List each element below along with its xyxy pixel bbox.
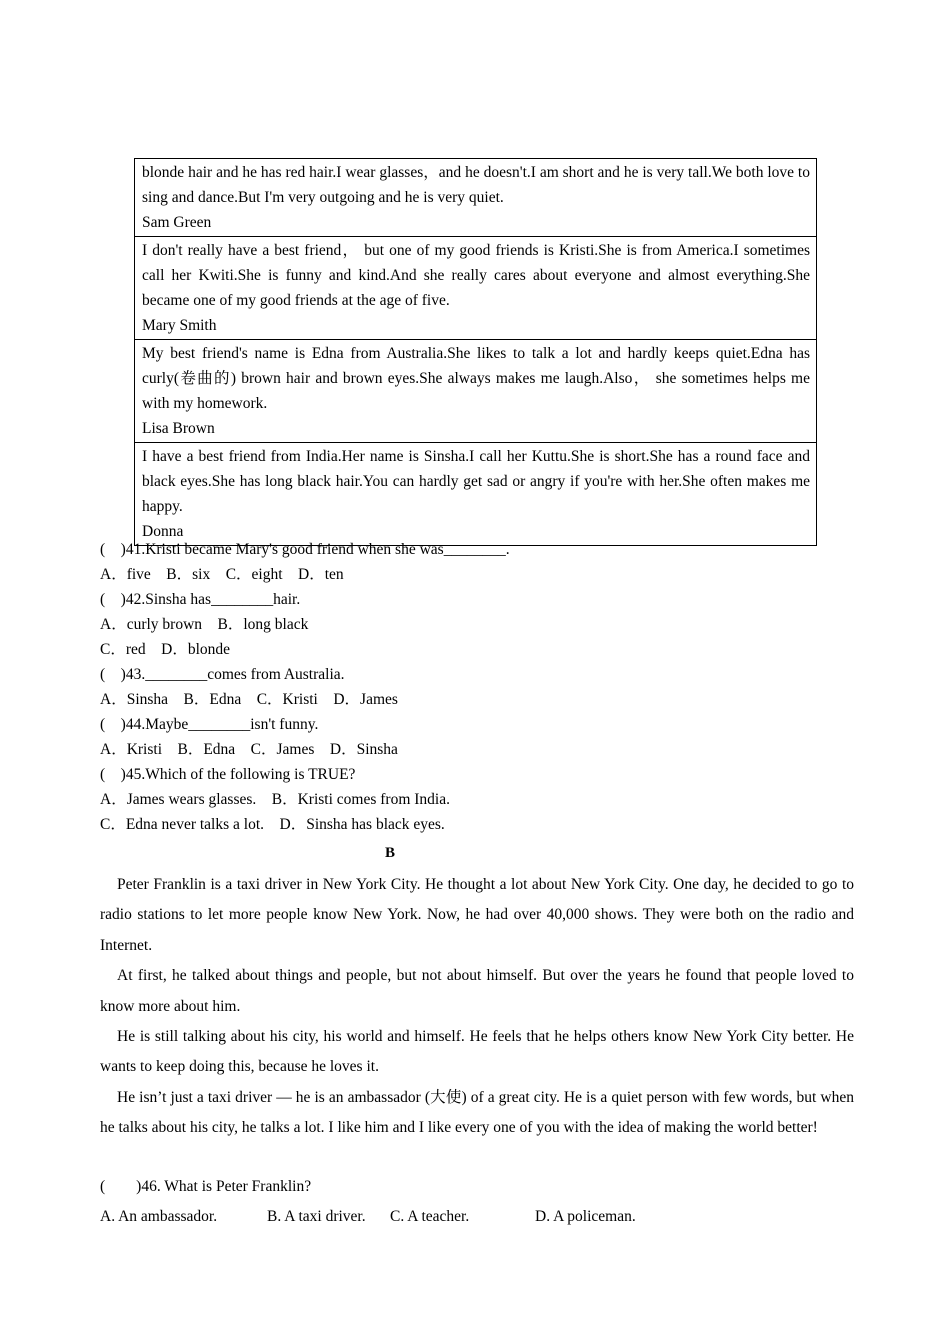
question-41-options: A．five B．six C．eight D．ten — [100, 566, 344, 583]
question-46-option-a: A. An ambassador. — [100, 1208, 218, 1225]
passage-text: I don't really have a best friend， but one of my good friends is Kristi.She is from America.I sometimes call her Kwiti.She is funny and kind.And she really cares about everyone and almost everything.She became one of my good friends at the age of five. — [142, 242, 810, 309]
question-43-stem: ( )43.________comes from Australia. — [100, 666, 345, 683]
table-row — [135, 159, 817, 237]
question-46-option-c: C. A teacher. — [390, 1208, 470, 1225]
question-43-options: A．Sinsha B．Edna C．Kristi D．James — [100, 691, 398, 708]
passage-author: Sam Green — [142, 214, 212, 231]
question-45-options-line2: C．Edna never talks a lot. D．Sinsha has black eyes. — [100, 816, 445, 833]
passage-b-paragraph: Peter Franklin is a taxi driver in New York City. He thought a lot about New York City. One day, he decided to go to radio stations to let more people know New York. Now, he had over 40,000 shows. They were both on the radio and Internet. — [100, 876, 854, 954]
section-b-title: B — [384, 845, 395, 861]
passage-text: My best friend's name is Edna from Australia.She likes to talk a lot and hardly keeps quiet.Edna has curly(卷曲的) brown hair and brown eyes.She always makes me laugh.Also， she sometimes helps me with my homework. — [142, 345, 810, 412]
passage-text: I have a best friend from India.Her name is Sinsha.I call her Kuttu.She is short.She has a round face and black eyes.She has long black hair.You can hardly get sad or angry if you're with her.She often makes me happy. — [142, 448, 810, 515]
question-44-stem: ( )44.Maybe________isn't funny. — [100, 716, 319, 733]
passage-b-paragraph: At first, he talked about things and people, but not about himself. But over the years he found that people loved to know more about him. — [100, 967, 854, 1015]
passage-author: Donna — [142, 523, 184, 540]
passage-cell — [135, 340, 817, 443]
table-row — [135, 340, 817, 443]
passage-cell — [135, 159, 817, 237]
passages-table — [134, 158, 817, 546]
passage-author: Lisa Brown — [142, 420, 215, 437]
table-row — [135, 237, 817, 340]
question-44-options: A．Kristi B．Edna C．James D．Sinsha — [100, 741, 398, 758]
question-42-stem: ( )42.Sinsha has________hair. — [100, 591, 301, 608]
question-45-stem: ( )45.Which of the following is TRUE? — [100, 766, 356, 783]
passage-b — [100, 870, 854, 1144]
passage-b-paragraph: He is still talking about his city, his world and himself. He feels that he helps others know New York City better. He wants to keep doing this, because he loves it. — [100, 1028, 854, 1076]
question-46-option-b: B. A taxi driver. — [267, 1208, 366, 1225]
questions-section-a — [100, 537, 860, 837]
question-45-options-line1: A．James wears glasses. B．Kristi comes from India. — [100, 791, 450, 808]
question-46-option-d: D. A policeman. — [535, 1208, 636, 1225]
passage-cell — [135, 443, 817, 546]
question-42-options-line1: A．curly brown B．long black — [100, 616, 309, 633]
passage-b-paragraph: He isn’t just a taxi driver — he is an ambassador (大使) of a great city. He is a quiet person with few words, but when he talks about his city, he talks a lot. I like him and I like every one of you with the idea of making the world better! — [100, 1088, 854, 1137]
question-41-stem: ( )41.Kristi became Mary's good friend when she was________. — [100, 541, 510, 558]
question-46-stem: ( )46. What is Peter Franklin? — [100, 1178, 312, 1195]
passage-text: blonde hair and he has red hair.I wear glasses，and he doesn't.I am short and he is very tall.We both love to sing and dance.But I'm very outgoing and he is very quiet. — [142, 164, 810, 206]
passage-author: Mary Smith — [142, 317, 217, 334]
question-46-options — [100, 1202, 860, 1232]
question-42-options-line2: C．red D．blonde — [100, 641, 231, 658]
passage-cell — [135, 237, 817, 340]
table-row — [135, 443, 817, 546]
